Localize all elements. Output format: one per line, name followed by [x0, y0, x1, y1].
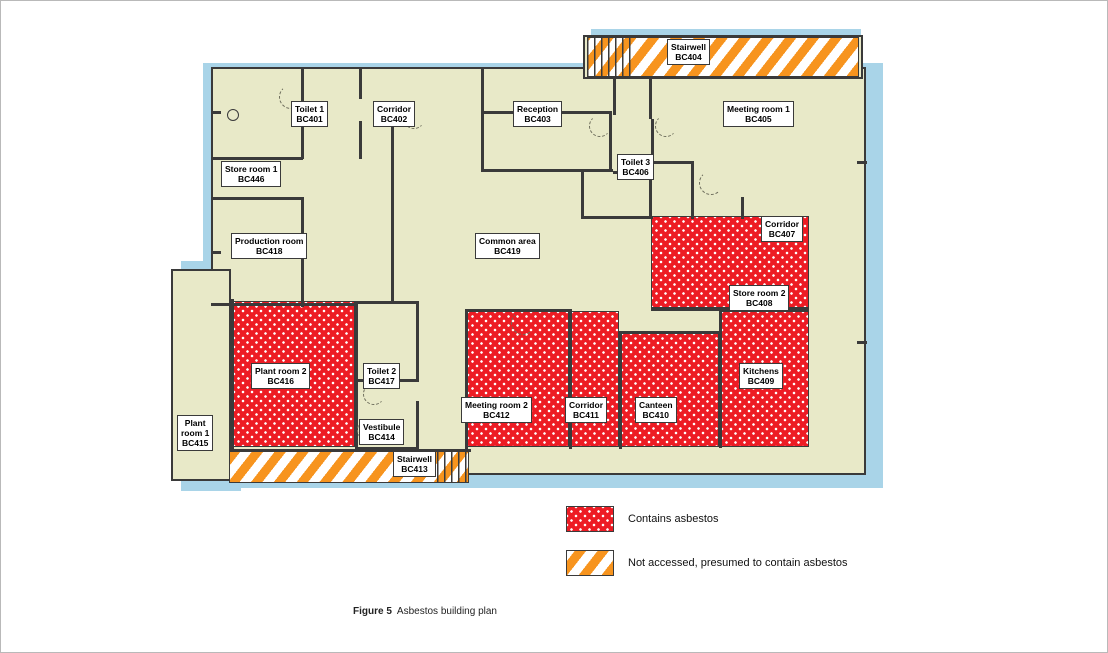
wall-segment — [651, 119, 654, 159]
wall-segment — [741, 197, 744, 219]
room-name: Meeting room 1 — [727, 104, 790, 114]
room-name: Toilet 3 — [621, 157, 651, 167]
room-code: BC410 — [642, 410, 669, 420]
wall-notch — [211, 111, 221, 114]
room-code: BC411 — [573, 410, 599, 420]
room-code: BC415 — [181, 438, 209, 448]
wall-segment — [231, 299, 234, 451]
room-name: Toilet 2 — [367, 366, 397, 376]
building-plan — [151, 11, 941, 511]
room-name: Corridor — [765, 219, 799, 229]
room-name: Meeting room 2 — [465, 400, 528, 410]
room-label-bc418 — [231, 233, 307, 259]
door-swing-icon — [655, 115, 677, 137]
room-code: BC417 — [368, 376, 395, 386]
room-code: BC416 — [267, 376, 294, 386]
wall-segment — [355, 301, 419, 304]
figure-number: Figure 5 — [353, 606, 392, 617]
room-label-bc408 — [729, 285, 789, 311]
room-code: BC413 — [401, 464, 428, 474]
legend — [566, 506, 986, 594]
room-name: Plant room 2 — [255, 366, 307, 376]
figure-title: Asbestos building plan — [396, 606, 497, 617]
room-name: Production room — [235, 236, 304, 246]
room-name: Kitchens — [743, 366, 779, 376]
room-label-bc404 — [667, 39, 710, 65]
room-name: Common area — [479, 236, 536, 246]
room-code: BC418 — [256, 246, 283, 256]
legend-item-presumed — [566, 550, 986, 576]
room-name: Stairwell — [397, 454, 432, 464]
wall-segment — [359, 121, 362, 159]
wall-segment — [211, 197, 303, 200]
wall-segment — [359, 67, 362, 99]
room-name: Store room 2 — [733, 288, 786, 298]
room-label-bc446 — [221, 161, 281, 187]
room-code: BC446 — [237, 174, 265, 184]
figure-caption — [353, 606, 497, 617]
stair-treads-top — [587, 37, 633, 77]
wall-segment — [621, 331, 721, 334]
room-name: Reception — [517, 104, 559, 114]
room-code: BC409 — [747, 376, 775, 386]
room-code: BC407 — [768, 229, 796, 239]
room-label-bc414 — [359, 419, 404, 445]
wall-segment — [719, 308, 722, 448]
room-code: BC412 — [483, 410, 510, 420]
wall-segment — [649, 79, 652, 119]
column-marker-icon — [227, 109, 239, 121]
wall-segment — [416, 401, 419, 451]
wall-segment — [465, 309, 468, 449]
room-name: Corridor — [377, 104, 411, 114]
wall-notch — [857, 341, 867, 344]
area-corridor-bc411 — [571, 311, 619, 447]
wall-segment — [416, 301, 419, 381]
room-code: BC402 — [380, 114, 408, 124]
room-name-line-1: Plant — [184, 418, 206, 428]
wall-segment — [581, 216, 653, 219]
asbestos-swatch-icon — [566, 506, 614, 532]
room-label-bc405 — [723, 101, 794, 127]
room-code: BC414 — [368, 432, 395, 442]
room-label-bc417 — [363, 363, 400, 389]
room-label-bc406 — [617, 154, 654, 180]
wall-segment — [619, 331, 622, 449]
wall-segment — [481, 111, 484, 171]
door-swing-icon — [511, 311, 535, 335]
room-name: Canteen — [639, 400, 673, 410]
wall-segment — [691, 161, 694, 219]
room-code: BC405 — [745, 114, 772, 124]
wall-segment — [481, 67, 484, 113]
legend-label: Contains asbestos — [628, 513, 719, 525]
room-label-bc411 — [565, 397, 607, 423]
wall-notch — [211, 251, 221, 254]
room-name: Stairwell — [671, 42, 706, 52]
room-label-bc407 — [761, 216, 803, 242]
room-label-bc413 — [393, 451, 436, 477]
room-label-bc403 — [513, 101, 562, 127]
room-code: BC406 — [622, 167, 649, 177]
door-swing-icon — [699, 171, 723, 195]
room-name: Corridor — [569, 400, 603, 410]
room-label-bc419 — [475, 233, 540, 259]
area-canteen-bc410 — [621, 333, 719, 447]
door-swing-icon — [589, 115, 611, 137]
room-label-bc402 — [373, 101, 415, 127]
stair-treads-bottom — [437, 449, 469, 483]
room-name: Toilet 1 — [295, 104, 325, 114]
room-code: BC404 — [675, 52, 702, 62]
room-name: Vestibule — [363, 422, 401, 432]
room-code: BC419 — [494, 246, 521, 256]
legend-item-asbestos — [566, 506, 986, 532]
room-code: BC401 — [296, 114, 323, 124]
room-label-bc412 — [461, 397, 532, 423]
room-name: Store room 1 — [225, 164, 278, 174]
room-label-bc410 — [635, 397, 677, 423]
wall-segment — [211, 157, 303, 160]
wall-segment — [391, 111, 394, 303]
room-label-bc401 — [291, 101, 328, 127]
room-label-bc415 — [177, 415, 213, 451]
wall-segment — [481, 169, 613, 172]
room-label-bc409 — [739, 363, 783, 389]
legend-label: Not accessed, presumed to contain asbestos — [628, 557, 848, 569]
wall-segment — [651, 161, 693, 164]
presumed-swatch-icon — [566, 550, 614, 576]
room-name-line-2: room 1 — [181, 428, 210, 438]
wall-segment — [581, 169, 584, 219]
room-code: BC403 — [524, 114, 551, 124]
wall-segment — [613, 79, 616, 115]
room-code: BC408 — [745, 298, 773, 308]
wall-segment — [569, 309, 572, 449]
room-label-bc416 — [251, 363, 310, 389]
wall-notch — [857, 161, 867, 164]
